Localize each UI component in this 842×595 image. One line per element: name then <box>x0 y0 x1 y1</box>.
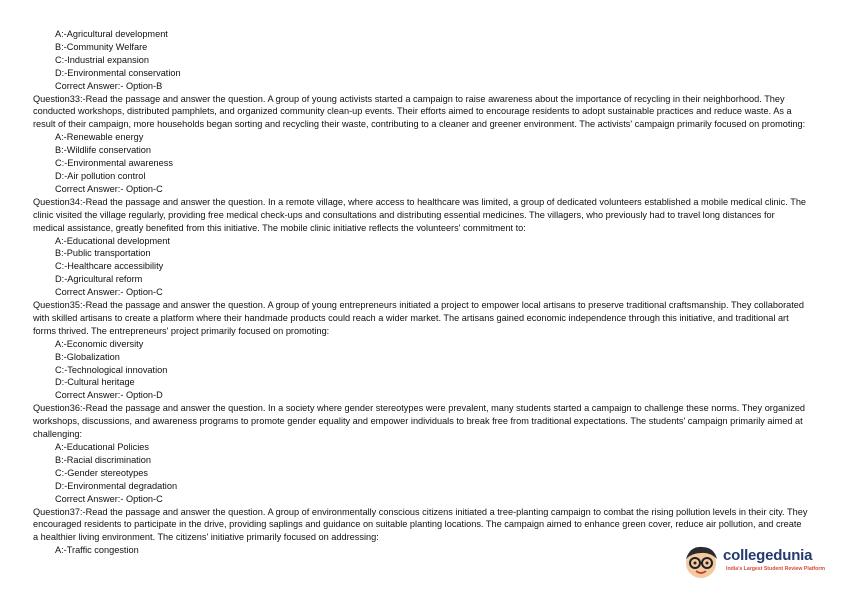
question-text: Question33:-Read the passage and answer the question. A group of young activists started a campaign to raise awareness about the importance of recycling in their neighborhood. They conducted workshops, distributed pamphlets, and organized community clean-up events. Their efforts aimed to encourage residents to adopt sustainable practices and reduce waste. As a result of their campaign, more households began sorting and recycling their waste, contributing to a cleaner and greener environment. The activists' campaign primarily focused on promoting: <box>33 93 806 130</box>
option-line: C:-Gender stereotypes <box>55 467 148 478</box>
option-line: B:-Globalization <box>55 351 120 362</box>
option-line: B:-Racial discrimination <box>55 454 151 465</box>
logo-tagline: India's Largest Student Review Platform <box>726 566 825 572</box>
collegedunia-logo <box>680 541 830 583</box>
question-text: Question35:-Read the passage and answer the question. A group of young entrepreneurs initiated a project to empower local artisans to preserve traditional craftsmanship. They collaborated with skilled artisans to create a platform where their handmade products could reach a wider market. The artisans gained economic independence through this initiative, and traditional art forms thrived. The entrepreneurs' project primarily focused on promoting: <box>33 300 805 336</box>
option-line: D:-Agricultural reform <box>55 274 143 285</box>
document-body <box>33 28 808 557</box>
logo-wordmark: collegedunia <box>723 547 813 564</box>
option-line: A:-Renewable energy <box>55 132 144 143</box>
option-line: Correct Answer:- Option-C <box>55 493 163 504</box>
option-line: C:-Healthcare accessibility <box>55 261 164 272</box>
option-line: Correct Answer:- Option-C <box>55 183 163 194</box>
option-line: Correct Answer:- Option-B <box>55 80 163 91</box>
option-line: C:-Technological innovation <box>55 364 168 375</box>
option-line: B:-Wildlife conservation <box>55 145 151 156</box>
option-line: A:-Economic diversity <box>55 338 144 349</box>
option-line: A:-Educational development <box>55 235 170 246</box>
option-line: D:-Cultural heritage <box>55 377 135 388</box>
option-line: B:-Community Welfare <box>55 41 148 52</box>
mascot-icon <box>680 541 722 583</box>
option-line: A:-Agricultural development <box>55 29 168 39</box>
question-text: Question37:-Read the passage and answer the question. A group of environmentally conscious citizens initiated a tree-planting campaign to combat the rising pollution levels in their city. They encouraged residents to participate in the drive, providing saplings and guidance on suitable planting locations. The campaign aimed to enhance green cover, reduce air pollution, and create a healthier living environment. The citizens' initiative primarily focused on addressing: <box>33 506 808 543</box>
option-line: A:-Traffic congestion <box>55 545 139 556</box>
option-line: D:-Environmental conservation <box>55 67 181 78</box>
option-line: C:-Environmental awareness <box>55 158 173 169</box>
question-text: Question36:-Read the passage and answer the question. In a society where gender stereotypes were prevalent, many students started a campaign to challenge these norms. They organized workshops, discussions, and awareness programs to promote gender equality and empower individuals to break free from traditional expectations. The students' campaign primarily aimed at challenging: <box>33 403 806 440</box>
option-line: D:-Air pollution control <box>55 170 146 181</box>
question-text: Question34:-Read the passage and answer the question. In a remote village, where access to healthcare was limited, a group of dedicated volunteers established a mobile medical clinic. The clinic visited the village regularly, providing free medical check-ups and consultations and distributing essential medicines. The villagers, who previously had to travel long distances for medical assistance, greatly benefited from this initiative. The mobile clinic initiative reflects the volunteers' commitment to: <box>33 196 807 233</box>
option-line: C:-Industrial expansion <box>55 54 149 65</box>
option-line: Correct Answer:- Option-D <box>55 390 163 401</box>
option-line: B:-Public transportation <box>55 248 151 259</box>
option-line: Correct Answer:- Option-C <box>55 287 163 298</box>
option-line: A:-Educational Policies <box>55 442 149 452</box>
option-line: D:-Environmental degradation <box>55 480 178 491</box>
